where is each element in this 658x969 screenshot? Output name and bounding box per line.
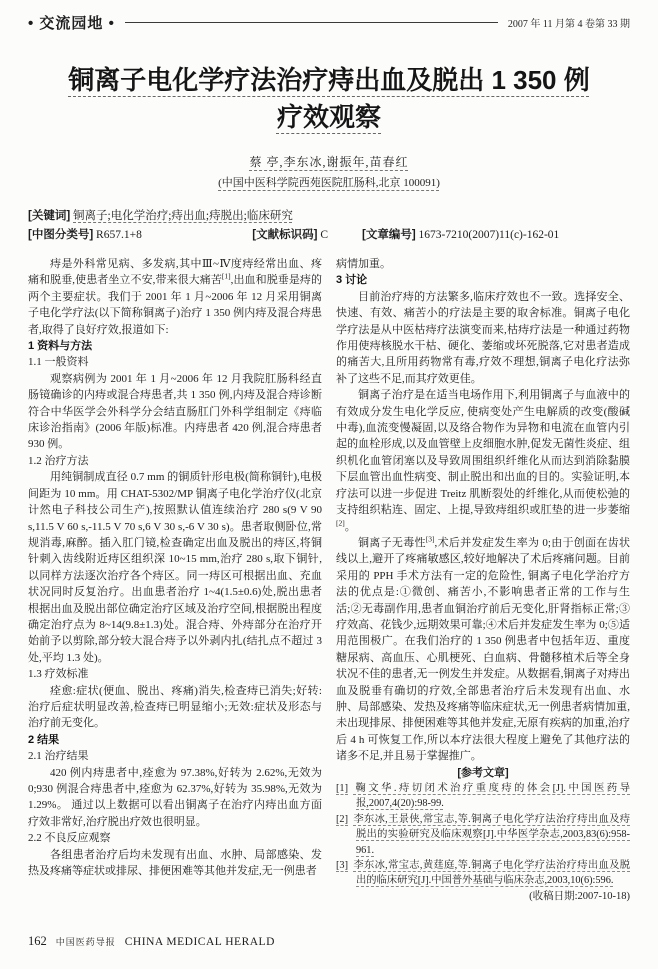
body-paragraph: 用纯铜制成直径 0.7 mm 的铜质针形电极(简称铜针),电极间距为 10 mm。用 CHAT-5302/MP 铜离子电化学治疗仪(北京计然电子科技公司生产),按照默认值连续治疗 280 s(9 V 90 s,11.5 V 60 s,-11.5 V 70 s,6 V 30 s,-6 V 30 s)。患者取侧卧位,常规消毒,麻醉。插入肛门镜,检查确定出血及脱出的痔区,将铜针刺入齿线附近痔区组织深 10~15 mm,治疗 280 s,取下铜针,以同样方法逐次治疗各个痔区。同一痔区可根据出血、充血状况同时反复治疗。出血患者治疗 1~4(1.5±0.6)处,脱出患者根据出血及脱出部位确定治疗区域及治疗空间,根据脱出程度确定治疗点为 8~14(9.8±1.3)处。混合痔、外痔部分在治疗开始前予以剪除,部分较大混合痔予以外剥内扎(结扎点不超过 3 处,平均 1.3 处)。 <box>28 471 322 664</box>
header-rule <box>125 22 498 23</box>
page-footer <box>28 934 275 949</box>
citation-marker: [3] <box>425 534 435 544</box>
classification-row <box>28 227 630 244</box>
keywords-row <box>28 208 630 225</box>
article-title: 铜离子电化学疗法治疗痔出血及脱出 1 350 例疗效观察 <box>68 65 590 132</box>
page-number: 162 <box>28 934 47 948</box>
subsection-heading: 1.2 治疗方法 <box>28 454 89 467</box>
column-section-label: • 交流园地 • <box>28 14 115 32</box>
body-paragraph: 铜离子治疗是在适当电场作用下,利用铜离子与血液中的有效成分发生电化学反应, 使病变处产生电解质的改变(酸碱中毒),血流变慢凝固,以及络合物作为异物和电流在血管内引起的血栓形成,以及血管壁上皮细胞水肿,促发无菌性炎症、组织机化血管闭塞以及导致周围组织纤维化从而达到消除黏膜下层血管出血性病变、制止脱出和出血的目的。实验证明,本疗法可以进一步促进 Treitz 肌断裂处的纤维化,从而使松弛的支持组织粘连、固定、上提,导致痔组织或肛垫的进一步萎缩[2]。 <box>336 389 630 533</box>
doc-code-entry <box>252 227 328 244</box>
body-paragraph: 420 例内痔患者中,痊愈为 97.38%,好转为 2.62%,无效为 0;930 例混合痔患者中,痊愈为 62.37%,好转为 35.98%,无效为 1.29%。 通过以上数据可以看出铜离子在治疗内痔出血方面疗效非常好,治疗脱出疗效也很明显。 <box>28 766 322 828</box>
subsection-heading: 1.1 一般资料 <box>28 356 89 369</box>
section-heading: 3 讨论 <box>336 274 368 287</box>
citation-marker: [2] <box>336 517 345 527</box>
body-paragraph: 各组患者治疗后均未发现有出血、水肿、局部感染、发热及疼痛等症状或排尿、排便困难等其他并发症,无一例患者 <box>28 848 322 878</box>
journal-header <box>28 12 630 32</box>
left-column <box>28 256 322 905</box>
article-body <box>28 256 630 905</box>
citation-marker: [1] <box>221 271 231 281</box>
body-paragraph: 铜离子无毒性[3],术后并发症发生率为 0;由于创面在齿状线以上,避开了疼痛敏感区,较好地解决了术后疼痛问题。目前采用的 PPH 手术方法有一定的危险性, 铜离子电化学治疗方法的优点是:①微创、痛苦小,不影响患者正常的工作与生活;②无毒副作用,患者血铜治疗前后无变化,肝肾指标正常;③疗效高、花钱少,远期效果可靠;④术后并发症发生率为 0;⑤适用范围极广。在我们治疗的 1 350 例患者中包括年迈、重度糖尿病、高血压、心肌梗死、白血病、骨髓移植术后等全身状况不佳的患者,无一例发生并发症。从数据看,铜离子对痔出血及脱垂有确切的疗效,全部患者治疗后未发现有出血、水肿、局部感染、发热及疼痛等临床症状,无一例患者病情加重,未出现排尿、排便困难等其他并发症,无原有疾病的加重,治疗后 4 h 可恢复工作,所以本疗法很大程度上避免了其他疗法的诸多不足,并且易于掌握推广。 <box>336 534 630 763</box>
article-meta <box>28 208 630 244</box>
references-heading: [参考文章] <box>457 766 509 779</box>
keywords-label: [关键词] <box>28 210 71 222</box>
subsection-heading: 1.3 疗效标准 <box>28 668 89 681</box>
doc-code-value: C <box>320 229 328 241</box>
author-list: 蔡 亭,李东冰,谢振年,苗春红 <box>249 155 409 169</box>
reference-entry: [3] 李东冰,常宝志,黄莛庭,等.铜离子电化学疗法治疗痔出血及脱出的临床研究[J].中国普外基础与临床杂志,2003,10(6):596. <box>336 860 630 887</box>
subsection-heading: 2.1 治疗结果 <box>28 750 89 763</box>
section-heading: 1 资料与方法 <box>28 340 93 353</box>
doc-code-label: [文献标识码] <box>252 229 318 241</box>
body-paragraph: 观察病例为 2001 年 1 月~2006 年 12 月我院肛肠科经直肠镜确诊的内痔或混合痔患者,共 1 350 例,内痔及混合痔诊断符合中华医学会外科学分会结直肠肛门外科学组制定《痔临床诊治指南》(2006 年版)标准。内痔患者 420 例,混合痔患者 930 例。 <box>28 372 322 451</box>
reference-number: [3] <box>336 860 349 872</box>
subsection-heading: 2.2 不良反应观察 <box>28 832 111 845</box>
references-list <box>336 781 630 889</box>
clc-label: [中图分类号] <box>28 229 94 241</box>
issue-info: 2007 年 11 月第 4 卷第 33 期 <box>507 18 630 30</box>
reference-entry: [1] 鞠文华.痔切闭术治疗重度痔的体会[J].中国医药导报,2007,4(20):98-99. <box>336 783 630 810</box>
article-id-entry <box>362 227 559 244</box>
journal-name-cn: 中国医药导报 <box>55 937 116 947</box>
body-paragraph: 病情加重。 <box>336 258 391 270</box>
author-affiliation: (中国中医科学院西苑医院肛肠科,北京 100091) <box>218 177 440 189</box>
clc-entry <box>28 227 142 244</box>
section-heading: 2 结果 <box>28 733 60 746</box>
clc-value: R657.1+8 <box>96 229 142 241</box>
reference-entry: [2] 李东冰,王景侠,常宝志,等.铜离子电化学疗法治疗痔出血及痔脱出的实验研究及临床观察[J].中华医学杂志,2003,83(6):958-961. <box>336 813 630 856</box>
reference-number: [2] <box>336 813 349 825</box>
body-paragraph: 目前治疗痔的方法繁多,临床疗效也不一致。选择安全、快速、有效、痛苦小的疗法是主要的取舍标准。铜离子电化学疗法是从中医枯痔疗法演变而来,枯痔疗法是一种通过药物作用使痔核脱水干枯、硬化、萎缩或坏死脱落,它对患者造成的痛苦大,且所用药物常有毒,疗效不理想,铜离子电化疗法弥补了这些不足,而其疗效更佳。 <box>336 290 630 385</box>
right-column <box>336 256 630 905</box>
body-paragraph: 痊愈:症状(便血、脱出、疼痛)消失,检查痔已消失;好转:治疗后症状明显改善,检查痔已明显缩小;无效:症状及形态与治疗前无变化。 <box>28 684 322 730</box>
article-id-value: 1673-7210(2007)11(c)-162-01 <box>418 229 560 241</box>
received-date: (收稿日期:2007-10-18) <box>529 890 630 902</box>
classification-left <box>28 227 328 244</box>
body-paragraph: 痔是外科常见病、多发病,其中Ⅲ~Ⅳ度痔经常出血、疼痛和脱垂,使患者坐立不安,带来很大痛苦[1],出血和脱垂是痔的两个主要症状。我们于 2001 年 1 月~2006 年 12 月采用铜离子电化学疗法(以下简称铜离子)治疗 1 350 例内痔及混合痔患者,取得了良好疗效,报道如下: <box>28 258 322 336</box>
journal-name-en: CHINA MEDICAL HERALD <box>124 936 275 948</box>
article-id-label: [文章编号] <box>362 229 416 241</box>
keywords-value: 铜离子;电化学治疗;痔出血;痔脱出;临床研究 <box>73 210 293 222</box>
reference-number: [1] <box>336 783 349 794</box>
right-column-text <box>336 256 630 765</box>
